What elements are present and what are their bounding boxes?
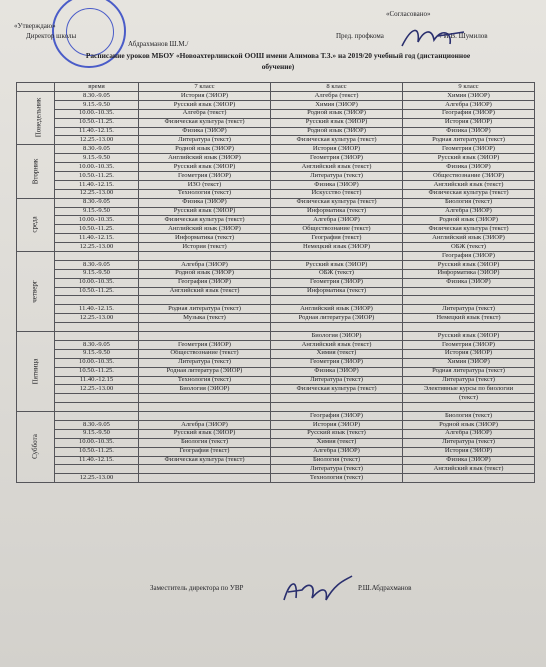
- grade-7-cell: [139, 332, 271, 341]
- time-cell: 11.40.-12.15.: [55, 456, 139, 465]
- table-row: [17, 163, 535, 172]
- grade-7-cell: Физика (ЭИОР): [139, 198, 271, 207]
- time-cell: [55, 403, 139, 412]
- table-row: [17, 225, 535, 234]
- grade-7-cell: Физика (ЭИОР): [139, 127, 271, 136]
- table-row: [17, 216, 535, 225]
- grade-7-cell: Биология (текст): [139, 438, 271, 447]
- document-title: [18, 50, 538, 72]
- grade-9-cell: Информатика (ЭИОР): [403, 269, 535, 278]
- time-cell: 12.25.-13.00: [55, 189, 139, 198]
- grade-9-cell: Геометрия (ЭИОР): [403, 340, 535, 349]
- time-cell: 12.25.-13.00: [55, 385, 139, 394]
- table-row: [17, 474, 535, 483]
- grade-7-cell: География (текст): [139, 447, 271, 456]
- table-row: [17, 278, 535, 287]
- day-label: Понедельник: [34, 98, 43, 138]
- grade-7-cell: Физическая культура (текст): [139, 216, 271, 225]
- grade-8-cell: История (ЭИОР): [271, 420, 403, 429]
- agreed-label: «Согласовано»: [386, 10, 431, 18]
- day-cell: [17, 198, 55, 251]
- time-cell: 11.40.-12.15.: [55, 234, 139, 243]
- grade-7-cell: Литература (текст): [139, 358, 271, 367]
- grade-8-cell: Родной язык (ЭИОР): [271, 127, 403, 136]
- grade-7-cell: Физическая культура (текст): [139, 456, 271, 465]
- grade-7-cell: Родная литература (ЭИОР): [139, 367, 271, 376]
- grade-8-cell: Физика (ЭИОР): [271, 367, 403, 376]
- grade-8-cell: Русский язык (ЭИОР): [271, 118, 403, 127]
- grade-7-cell: Литература (текст): [139, 136, 271, 145]
- grade-8-cell: [271, 252, 403, 261]
- time-cell: 10.50.-11.25.: [55, 225, 139, 234]
- grade-7-cell: [139, 474, 271, 483]
- grade-9-cell: Литература (текст): [403, 438, 535, 447]
- grade-9-cell: Алгебра (ЭИОР): [403, 100, 535, 109]
- table-row: [17, 207, 535, 216]
- time-cell: [55, 296, 139, 305]
- grade-7-cell: [139, 412, 271, 421]
- day-label: Вторник: [31, 158, 39, 184]
- day-cell: [17, 145, 55, 198]
- grade-9-cell: Английский язык (ЭИОР): [403, 234, 535, 243]
- day-label: четверг: [31, 280, 39, 303]
- grade-7-cell: [139, 403, 271, 412]
- table-row: [17, 180, 535, 189]
- grade-7-cell: Родной язык (ЭИОР): [139, 269, 271, 278]
- time-cell: 11.40.-12.15.: [55, 180, 139, 189]
- grade-8-cell: Химия (текст): [271, 349, 403, 358]
- table-row: [17, 145, 535, 154]
- time-cell: [55, 332, 139, 341]
- table-row: [17, 349, 535, 358]
- grade-9-cell: Родной язык (ЭИОР): [403, 420, 535, 429]
- grade-8-cell: ОБЖ (текст): [271, 269, 403, 278]
- grade-9-cell: [403, 296, 535, 305]
- approve-label: «Утверждаю»: [14, 22, 56, 30]
- grade-8-cell: [271, 323, 403, 332]
- table-row: [17, 358, 535, 367]
- grade-7-cell: [139, 296, 271, 305]
- grade-8-cell: [271, 296, 403, 305]
- grade-8-cell: Английский язык (текст): [271, 340, 403, 349]
- time-cell: 10.00.-10.35.: [55, 163, 139, 172]
- time-cell: 8.30.-9.05: [55, 92, 139, 101]
- time-cell: 9.15.-9.50: [55, 207, 139, 216]
- time-cell: 10.00.-10.35.: [55, 438, 139, 447]
- grade-8-cell: Физическая культура (текст): [271, 385, 403, 394]
- grade-8-cell: Родная литература (ЭИОР): [271, 314, 403, 323]
- director-name: Абдрахманов Ш.М./: [128, 40, 189, 48]
- grade-7-cell: Русский язык (ЭИОР): [139, 207, 271, 216]
- day-cell: [17, 332, 55, 412]
- table-row: [17, 385, 535, 394]
- column-header-grade-7: 7 класс: [139, 83, 271, 92]
- grade-7-cell: География (ЭИОР): [139, 278, 271, 287]
- day-cell: [17, 412, 55, 483]
- grade-8-cell: Алгебра (ЭИОР): [271, 447, 403, 456]
- grade-9-cell: Русский язык (ЭИОР): [403, 154, 535, 163]
- grade-8-cell: Русский язык (текст): [271, 429, 403, 438]
- column-header-day: [17, 83, 55, 92]
- grade-8-cell: География (ЭИОР): [271, 412, 403, 421]
- time-cell: 12.25.-13.00: [55, 136, 139, 145]
- time-cell: 8.30.-9.05: [55, 260, 139, 269]
- table-row: [17, 260, 535, 269]
- grade-9-cell: Физическая культура (текст): [403, 225, 535, 234]
- day-cell: [17, 252, 55, 332]
- grade-7-cell: Алгебра (ЭИОР): [139, 420, 271, 429]
- grade-9-cell: ОБЖ (текст): [403, 243, 535, 252]
- grade-9-cell: Литература (текст): [403, 305, 535, 314]
- time-cell: [55, 465, 139, 474]
- table-header-row: [17, 83, 535, 92]
- grade-9-cell: Элективные курсы по биологии: [403, 385, 535, 394]
- table-row: [17, 234, 535, 243]
- day-cell: [17, 92, 55, 145]
- grade-8-cell: Информатика (текст): [271, 207, 403, 216]
- time-cell: 12.25.-13.00: [55, 243, 139, 252]
- grade-9-cell: Химия (ЭИОР): [403, 92, 535, 101]
- title-line-1: Расписание уроков МБОУ «Новоахтерлинской ООШ имени Алимова Т.З.» на 2019/20 учебный год (дистанционное: [85, 51, 471, 60]
- table-row: [17, 296, 535, 305]
- table-row: [17, 198, 535, 207]
- grade-7-cell: Информатика (текст): [139, 234, 271, 243]
- time-cell: 8.30.-9.05: [55, 145, 139, 154]
- table-row: [17, 305, 535, 314]
- time-cell: [55, 412, 139, 421]
- time-cell: [55, 323, 139, 332]
- grade-7-cell: Русский язык (ЭИОР): [139, 163, 271, 172]
- table-row: [17, 252, 535, 261]
- grade-8-cell: Физическая культура (текст): [271, 198, 403, 207]
- table-row: [17, 429, 535, 438]
- time-cell: 12.25.-13.00: [55, 314, 139, 323]
- grade-9-cell: Английский язык (текст): [403, 465, 535, 474]
- time-cell: 12.25.-13.00: [55, 474, 139, 483]
- director-label: Директор школы: [26, 32, 77, 40]
- table-row: [17, 287, 535, 296]
- grade-9-cell: [403, 403, 535, 412]
- schedule-body: [17, 92, 535, 483]
- grade-9-cell: [403, 323, 535, 332]
- table-row: [17, 189, 535, 198]
- grade-9-cell: Родная литература (текст): [403, 136, 535, 145]
- grade-8-cell: Литература (текст): [271, 376, 403, 385]
- table-row: [17, 456, 535, 465]
- grade-8-cell: Химия (ЭИОР): [271, 100, 403, 109]
- table-row: [17, 269, 535, 278]
- grade-9-cell: Немецкий язык (текст): [403, 314, 535, 323]
- union-label: Пред. профкома: [336, 32, 384, 40]
- column-header-time: время: [55, 83, 139, 92]
- time-cell: 11.40.-12.15.: [55, 127, 139, 136]
- column-header-grade-9: 9 класс: [403, 83, 535, 92]
- time-cell: 8.30.-9.05: [55, 198, 139, 207]
- time-cell: 10.00.-10.35.: [55, 278, 139, 287]
- table-row: [17, 92, 535, 101]
- title-line-2: обучение): [261, 62, 295, 71]
- grade-7-cell: Геометрия (ЭИОР): [139, 172, 271, 181]
- table-row: [17, 420, 535, 429]
- time-cell: 9.15.-9.50: [55, 100, 139, 109]
- time-cell: 10.50.-11.25.: [55, 287, 139, 296]
- table-row: [17, 172, 535, 181]
- table-row: [17, 127, 535, 136]
- grade-8-cell: Русский язык (ЭИОР): [271, 260, 403, 269]
- grade-8-cell: Химия (текст): [271, 438, 403, 447]
- grade-8-cell: Английский язык (текст): [271, 163, 403, 172]
- grade-8-cell: Алгебра (ЭИОР): [271, 216, 403, 225]
- grade-9-cell: Физика (ЭИОР): [403, 278, 535, 287]
- grade-7-cell: Музыка (текст): [139, 314, 271, 323]
- grade-8-cell: Физическая культура (текст): [271, 136, 403, 145]
- grade-7-cell: Технология (текст): [139, 189, 271, 198]
- grade-9-cell: Английский язык (текст): [403, 180, 535, 189]
- time-cell: 8.30.-9.05: [55, 420, 139, 429]
- grade-7-cell: Алгебра (текст): [139, 109, 271, 118]
- grade-9-cell: [403, 287, 535, 296]
- table-row: [17, 314, 535, 323]
- table-row: [17, 447, 535, 456]
- grade-8-cell: Литература (текст): [271, 172, 403, 181]
- grade-8-cell: Немецкий язык (ЭИОР): [271, 243, 403, 252]
- grade-7-cell: Родной язык (ЭИОР): [139, 145, 271, 154]
- grade-9-cell: Алгебра (ЭИОР): [403, 429, 535, 438]
- table-row: [17, 340, 535, 349]
- grade-8-cell: Литература (текст): [271, 465, 403, 474]
- grade-9-cell: География (ЭИОР): [403, 252, 535, 261]
- grade-9-cell: Химия (ЭИОР): [403, 358, 535, 367]
- grade-7-cell: Технология (текст): [139, 376, 271, 385]
- table-row: [17, 465, 535, 474]
- grade-7-cell: Физическая культура (текст): [139, 118, 271, 127]
- grade-9-cell: История (ЭИОР): [403, 349, 535, 358]
- grade-9-cell: Литература (текст): [403, 376, 535, 385]
- deputy-position: Заместитель директора по УВР: [150, 584, 244, 592]
- time-cell: 10.50.-11.25.: [55, 172, 139, 181]
- table-row: [17, 412, 535, 421]
- table-row: [17, 154, 535, 163]
- grade-7-cell: Русский язык (ЭИОР): [139, 429, 271, 438]
- table-row: [17, 367, 535, 376]
- grade-8-cell: Искусство (текст): [271, 189, 403, 198]
- table-row: [17, 323, 535, 332]
- grade-9-cell: Биология (текст): [403, 412, 535, 421]
- grade-8-cell: Технология (текст): [271, 474, 403, 483]
- grade-9-cell: Геометрия (ЭИОР): [403, 145, 535, 154]
- table-row: [17, 438, 535, 447]
- grade-8-cell: Физика (ЭИОР): [271, 180, 403, 189]
- grade-7-cell: История (ЭИОР): [139, 92, 271, 101]
- time-cell: 10.50.-11.25.: [55, 447, 139, 456]
- time-cell: 10.00.-10.35.: [55, 109, 139, 118]
- time-cell: 9.15.-9.50: [55, 429, 139, 438]
- grade-7-cell: [139, 323, 271, 332]
- grade-8-cell: Биология (ЭИОР): [271, 332, 403, 341]
- grade-8-cell: Алгебра (текст): [271, 92, 403, 101]
- grade-8-cell: Геометрия (ЭИОР): [271, 358, 403, 367]
- grade-9-cell: [403, 474, 535, 483]
- table-row: [17, 100, 535, 109]
- time-cell: [55, 252, 139, 261]
- time-cell: 9.15.-9.50: [55, 154, 139, 163]
- grade-8-cell: Геометрия (ЭИОР): [271, 278, 403, 287]
- table-row: [17, 118, 535, 127]
- table-row: [17, 243, 535, 252]
- time-cell: [55, 394, 139, 403]
- grade-9-cell: Русский язык (ЭИОР): [403, 260, 535, 269]
- grade-9-cell: Родная литература (текст): [403, 367, 535, 376]
- time-cell: 11.40.-12.15.: [55, 305, 139, 314]
- time-cell: 9.15.-9.50: [55, 269, 139, 278]
- time-cell: 8.30.-9.05: [55, 340, 139, 349]
- grade-9-cell: Русский язык (ЭИОР): [403, 332, 535, 341]
- schedule-table: [16, 82, 535, 483]
- day-label: Пятница: [31, 358, 39, 385]
- grade-7-cell: Русский язык (ЭИОР): [139, 100, 271, 109]
- grade-8-cell: [271, 394, 403, 403]
- grade-9-cell: История (ЭИОР): [403, 118, 535, 127]
- grade-7-cell: Геометрия (ЭИОР): [139, 340, 271, 349]
- grade-9-cell: (текст): [403, 394, 535, 403]
- time-cell: 10.00.-10.35.: [55, 358, 139, 367]
- table-row: [17, 136, 535, 145]
- grade-7-cell: [139, 465, 271, 474]
- grade-8-cell: Геометрия (ЭИОР): [271, 154, 403, 163]
- grade-7-cell: Английский язык (ЭИОР): [139, 154, 271, 163]
- table-row: [17, 109, 535, 118]
- grade-8-cell: Информатика (текст): [271, 287, 403, 296]
- union-name: / И.В. Шумилов: [440, 32, 488, 40]
- day-label: Суббота: [31, 434, 39, 460]
- time-cell: 11.40.-12.15: [55, 376, 139, 385]
- grade-8-cell: Биология (текст): [271, 456, 403, 465]
- table-row: [17, 376, 535, 385]
- grade-7-cell: Родная литература (текст): [139, 305, 271, 314]
- time-cell: 10.50.-11.25.: [55, 367, 139, 376]
- grade-9-cell: Физика (ЭИОР): [403, 163, 535, 172]
- grade-9-cell: Физическая культура (текст): [403, 189, 535, 198]
- grade-9-cell: Обществознание (ЭИОР): [403, 172, 535, 181]
- grade-8-cell: География (текст): [271, 234, 403, 243]
- grade-7-cell: Биология (ЭИОР): [139, 385, 271, 394]
- table-row: [17, 394, 535, 403]
- deputy-name: Р.Ш.Абдрахманов: [358, 584, 412, 592]
- grade-8-cell: Английский язык (ЭИОР): [271, 305, 403, 314]
- grade-9-cell: Алгебра (ЭИОР): [403, 207, 535, 216]
- grade-9-cell: География (ЭИОР): [403, 109, 535, 118]
- table-row: [17, 403, 535, 412]
- time-cell: 10.00.-10.35.: [55, 216, 139, 225]
- grade-9-cell: Родной язык (ЭИОР): [403, 216, 535, 225]
- grade-7-cell: [139, 394, 271, 403]
- grade-8-cell: [271, 403, 403, 412]
- grade-7-cell: Английский язык (текст): [139, 287, 271, 296]
- grade-7-cell: [139, 252, 271, 261]
- grade-8-cell: Обществознание (текст): [271, 225, 403, 234]
- grade-7-cell: История (текст): [139, 243, 271, 252]
- table-row: [17, 332, 535, 341]
- signature-bottom: [278, 572, 358, 608]
- grade-8-cell: Родной язык (ЭИОР): [271, 109, 403, 118]
- grade-9-cell: История (ЭИОР): [403, 447, 535, 456]
- grade-9-cell: Физика (ЭИОР): [403, 456, 535, 465]
- grade-7-cell: ИЗО (текст): [139, 180, 271, 189]
- signature-top: [398, 22, 468, 52]
- column-header-grade-8: 8 класс: [271, 83, 403, 92]
- grade-7-cell: Алгебра (ЭИОР): [139, 260, 271, 269]
- grade-7-cell: Обществознание (текст): [139, 349, 271, 358]
- time-cell: 10.50.-11.25.: [55, 118, 139, 127]
- grade-9-cell: Физика (ЭИОР): [403, 127, 535, 136]
- grade-9-cell: Биология (текст): [403, 198, 535, 207]
- grade-7-cell: Английский язык (ЭИОР): [139, 225, 271, 234]
- day-label: среда: [30, 216, 39, 233]
- time-cell: 9.15.-9.50: [55, 349, 139, 358]
- grade-8-cell: История (ЭИОР): [271, 145, 403, 154]
